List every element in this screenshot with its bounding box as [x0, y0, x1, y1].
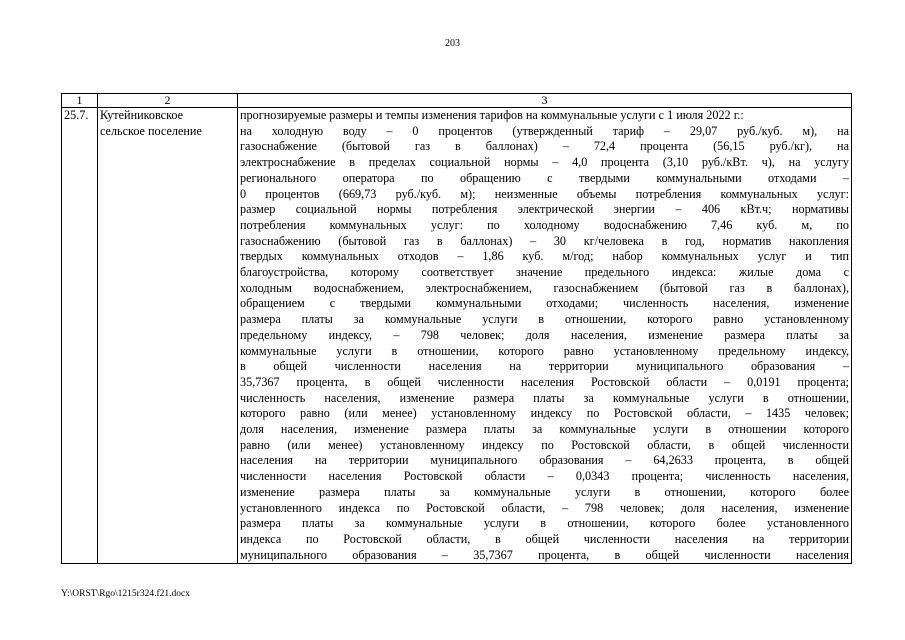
description-line: газоснабжению (бытовой газ в баллонах) – 30 кг/человека в год, норматив накопления — [240, 233, 849, 248]
description-line: прогнозируемые размеры и темпы изменения тарифов на коммунальные услуги с 1 июля 2022 г.: — [240, 108, 744, 122]
description-line: численности населения Ростовской области – 0,0343 процента; численность населения, — [240, 469, 849, 484]
description-line: обращением с твердыми коммунальными отходами; численность населения, изменение — [240, 296, 849, 311]
file-path-footer: Y:\ORST\Rgo\1215r324.f21.docx — [61, 589, 190, 599]
settlement-name-line: сельское поселение — [100, 123, 202, 138]
description-line: твердых коммунальных отходов – 1,86 куб. м/год; набор коммунальных услуг и тип — [240, 249, 849, 264]
description-line: доля населения, изменение размера платы за коммунальные услуги в отношении которого — [240, 422, 849, 437]
header-col-3: 3 — [238, 94, 852, 108]
description-line: газоснабжение (бытовой газ в баллонах) – 72,4 процента (56,15 руб./кг), на — [240, 139, 849, 154]
description-line: равно (или менее) установленному индексу по Ростовской области, в общей численности — [240, 437, 849, 452]
description-line: холодным водоснабжением, электроснабжением, газоснабжением (бытовой газ в баллонах), — [240, 280, 849, 295]
header-col-1: 1 — [62, 94, 98, 108]
description-line: предельному индексу, – 798 человек; доля населения, изменение размера платы за — [240, 327, 849, 342]
description-line: 0 процентов (669,73 руб./куб. м); неизменные объемы потребления коммунальных услуг: — [240, 186, 849, 201]
description-line: размер социальной нормы потребления электрической энергии – 406 кВт.ч; нормативы — [240, 202, 849, 217]
settlement-name-line: Кутейниковское — [100, 108, 184, 122]
description-line: изменение размера платы за коммунальные услуги в отношении, которого более — [240, 484, 849, 499]
tariff-description — [238, 108, 852, 564]
description-line: размера платы за коммунальные услуги в отношении, которого равно установленному — [240, 312, 849, 327]
description-line: установленного индекса по Ростовской области, – 798 человек; доля населения, изменение — [240, 500, 849, 515]
description-line: которого равно (или менее) установленному индексу по Ростовской области, – 1435 человек; — [240, 406, 849, 421]
tariff-table — [61, 93, 852, 564]
description-line: индекса по Ростовской области, в общей численности населения на территории — [240, 531, 849, 546]
description-line: электроснабжение в пределах социальной нормы – 4,0 процента (3,10 руб./кВт. ч), на услугу — [240, 155, 849, 170]
description-line: регионального оператора по обращению с твердыми коммунальными отходами – — [240, 170, 849, 185]
description-line: благоустройства, которому соответствует значение предельного индекса: жилые дома с — [240, 265, 849, 280]
description-line: потребления коммунальных услуг: по холодному водоснабжению 7,46 куб. м, по — [240, 217, 849, 232]
description-line: населения на территории муниципального образования – 64,2633 процента, в общей — [240, 453, 849, 468]
description-line: размера платы за коммунальные услуги в отношении, которого более установленного — [240, 516, 849, 531]
table-row — [62, 108, 852, 564]
settlement-name — [98, 108, 238, 564]
table-header-row — [62, 94, 852, 108]
description-line: коммунальные услуги в отношении, которого равно установленному предельному индексу, — [240, 343, 849, 358]
description-line: численность населения, изменение размера платы за коммунальные услуги в отношении, — [240, 390, 849, 405]
page-number: 203 — [445, 38, 460, 49]
description-line: в общей численности населения на территории муниципального образования – — [240, 359, 849, 374]
row-number: 25.7. — [62, 108, 98, 564]
description-line: на холодную воду – 0 процентов (утвержденный тариф – 29,07 руб./куб. м), на — [240, 123, 849, 138]
description-line: муниципального образования – 35,7367 процента, в общей численности населения — [240, 547, 849, 562]
description-line: 35,7367 процента, в общей численности населения Ростовской области – 0,0191 процента; — [240, 374, 849, 389]
header-col-2: 2 — [98, 94, 238, 108]
